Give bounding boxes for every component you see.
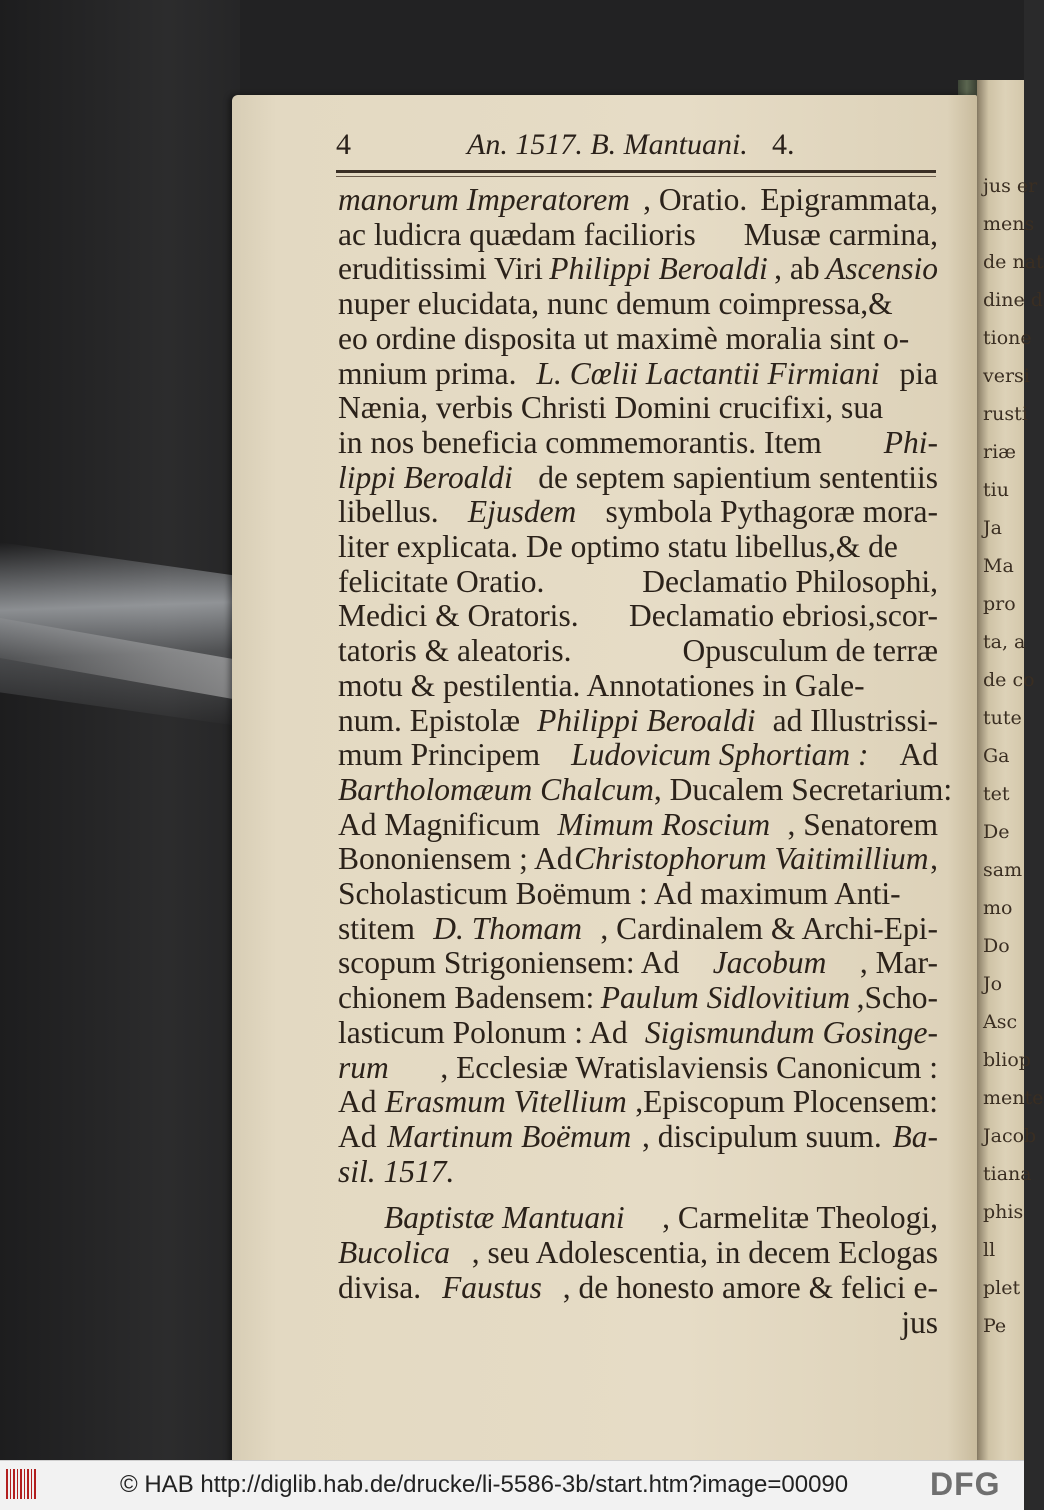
neighbor-fragment: tet [983,783,1010,805]
text-line [338,599,938,634]
text-line [338,1271,938,1306]
text-segment: Scholasticum Boëmum : Ad maximum Anti- [338,876,901,912]
neighbor-fragment: Asc [983,1011,1018,1033]
text-line [338,322,938,357]
neighbor-fragment: Ja [983,517,1002,539]
text-line [338,218,938,253]
italic-text: Ludovicum Sphortiam : [571,737,869,773]
footer-bar [0,1460,1024,1510]
dfg-logo: DFG [930,1466,1001,1502]
text-segment: eo ordine disposita ut maximè moralia sint o- [338,320,910,356]
text-segment: , Cardinalem & Archi-Epi- [600,910,938,946]
italic-text: Bucolica [338,1235,450,1271]
text-line [338,981,938,1016]
italic-text: Phi- [883,424,938,460]
text-segment: , Senatorem [787,806,938,842]
text-line [338,357,938,392]
text-segment: num. Epistolæ [338,702,521,738]
text-line [338,704,938,739]
body-text [338,182,953,1340]
italic-text: Philippi Beroaldi [549,251,768,287]
text-line [338,877,938,912]
italic-text: rum [338,1049,389,1085]
italic-text: Jacobum [712,945,827,981]
neighbor-fragment: ta, a [983,631,1026,653]
text-line [338,287,938,322]
text-segment: jus [901,1304,938,1340]
text-segment: Epigrammata, [760,182,938,217]
text-segment: scopum Strigoniensem: Ad [338,945,680,981]
text-segment: ad Illustrissi- [772,702,938,738]
neighbor-fragment: plet [983,1277,1021,1299]
text-segment: lasticum Polonum : Ad [338,1014,628,1050]
text-segment: in nos beneficia commemorantis. Item [338,424,822,460]
text-segment: eruditissimi Viri [338,251,543,287]
text-line [338,634,938,669]
text-segment: , discipulum suum. [642,1118,882,1154]
italic-text: Erasmum Vitellium [385,1084,627,1120]
text-segment: mum Principem [338,737,541,773]
italic-text: sil. 1517. [338,1153,455,1189]
italic-text: Christophorum Vaitimillium [574,841,929,877]
neighbor-fragment: versi [983,365,1030,387]
neighbor-page [977,80,1044,1465]
text-segment: , seu Adolescentia, in decem Eclogas [471,1235,938,1271]
text-segment: Ad [338,1084,377,1120]
text-segment: , Mar- [859,945,938,981]
neighbor-fragment: de co [983,669,1035,691]
italic-text: manorum Imperatorem [338,182,630,217]
neighbor-fragment: Ga [983,745,1010,767]
text-line [338,738,938,773]
text-segment: Nænia, verbis Christi Domini crucifixi, sua [338,390,884,426]
header-rule [336,170,936,173]
text-segment: Declamatio Philosophi, [642,563,938,599]
italic-text: Mimum Roscium [557,806,771,842]
text-line [338,808,938,843]
neighbor-fragment: Jo [983,973,1003,995]
text-segment: chionem Badensem: [338,980,595,1016]
neighbor-fragment: phis [983,1201,1024,1223]
text-segment: stitem [338,910,415,946]
neighbor-fragment: pro [983,593,1016,615]
neighbor-fragment: Pe [983,1315,1007,1337]
text-segment: Declamatio ebriosi,scor- [628,598,938,634]
italic-text: Ba- [892,1118,938,1154]
neighbor-fragment: mo [983,897,1013,919]
text-line [338,1201,938,1236]
text-line [338,461,938,496]
text-line [338,842,938,877]
text-segment: Opusculum de terræ [682,633,938,669]
text-segment: , Carmelitæ Theologi, [662,1200,938,1236]
neighbor-fragment: De [983,821,1010,843]
text-segment: mnium prima. [338,355,517,391]
italic-text: Paulum Sidlovitium [600,980,851,1016]
italic-text: Sigismundum Gosinge- [644,1014,938,1050]
neighbor-fragment: tute [983,707,1022,729]
text-line [338,1051,938,1086]
text-line [338,771,953,808]
text-segment: Musæ carmina, [743,216,938,252]
text-line [338,1085,938,1120]
neighbor-fragment: Do [983,935,1010,957]
italic-text: Martinum Boëmum [387,1118,632,1154]
text-line [338,391,938,426]
text-segment: ac ludicra quædam facilioris [338,216,696,252]
text-line [338,495,938,530]
text-segment: , Oratio. [643,182,748,217]
barcode-icon [6,1469,38,1499]
running-title: An. 1517. B. Mantuani. [467,128,748,161]
text-line [338,252,938,287]
text-line [338,1120,938,1155]
neighbor-fragment: mente [983,1087,1044,1109]
neighbor-fragment: Jacob [983,1125,1037,1147]
italic-text: Philippi Beroaldi [537,702,756,738]
text-line [338,565,938,600]
neighbor-fragment: jus er [983,175,1038,197]
neighbor-fragment: tiana [983,1163,1032,1185]
text-segment: symbola Pythagoræ mora- [605,494,938,530]
italic-text: lippi Beroaldi [338,459,513,495]
page-number-right: 4. [772,128,795,161]
neighbor-fragment: de nat [983,251,1044,273]
text-segment: ,Episcopum Plocensem: [635,1084,938,1120]
text-line [338,946,938,981]
text-segment: , Ducalem Secretarium: [653,771,953,807]
text-line [338,183,938,218]
text-segment: Ad [899,737,938,773]
neighbor-fragment: riæ [983,441,1017,463]
italic-text: Baptistæ Mantuani [384,1200,625,1236]
neighbor-fragment: rusti [983,403,1028,425]
header-rule-thin [336,176,936,177]
text-segment: de septem sapientium sententiis [538,459,938,495]
neighbor-fragment: Ma [983,555,1014,577]
text-line [338,1016,938,1051]
italic-text: Faustus [442,1269,542,1305]
text-segment: libellus. [338,494,439,530]
text-segment: nuper elucidata, nunc demum coimpressa,& [338,286,893,322]
text-segment: divisa. [338,1269,422,1305]
neighbor-fragment: ll [983,1239,996,1261]
text-line [338,1155,938,1190]
credit-link[interactable]: © HAB http://diglib.hab.de/drucke/li-5586-3b/start.htm?image=00090 [120,1471,849,1498]
background-top [240,0,1024,95]
neighbor-fragment: bliop [983,1049,1031,1071]
text-segment: tatoris & aleatoris. [338,633,572,669]
text-segment: Ad [338,1118,377,1154]
text-line [338,1306,938,1341]
neighbor-fragment: tione [983,327,1032,349]
italic-text: D. Thomam [433,910,583,946]
text-line [338,530,938,565]
neighbor-fragment: tiu [983,479,1009,501]
text-line [338,669,938,704]
neighbor-fragment: dine d [983,289,1043,311]
text-segment: , de honesto amore & felici e- [562,1269,938,1305]
text-line [338,426,938,461]
text-segment: ,Scho- [856,980,938,1016]
text-segment: Bononiensem ; Ad [338,841,573,877]
text-segment: motu & pestilentia. Annotationes in Gale- [338,667,865,703]
neighbor-fragment: mens [983,213,1035,235]
page-number-left: 4 [336,128,351,161]
italic-text: Ascensio [826,251,938,287]
italic-text: L. Cœlii Lactantii Firmiani [536,355,880,391]
text-segment: , ab [774,251,820,287]
text-segment: pia [899,355,938,391]
text-segment: liter explicata. De optimo statu libellus,& de [338,529,898,565]
italic-text: Bartholomæum Chalcum [338,771,654,807]
text-segment: , [930,841,938,877]
text-segment: Ad Magnificum [338,806,541,842]
text-segment: felicitate Oratio. [338,563,545,599]
italic-text: Ejusdem [467,494,577,530]
text-line [338,912,938,947]
text-segment: , Ecclesiæ Wratislaviensis Canonicum : [440,1049,938,1085]
text-line [338,1236,938,1271]
text-segment: Medici & Oratoris. [338,598,579,634]
neighbor-fragment: sam [983,859,1023,881]
background-left [0,0,240,1460]
